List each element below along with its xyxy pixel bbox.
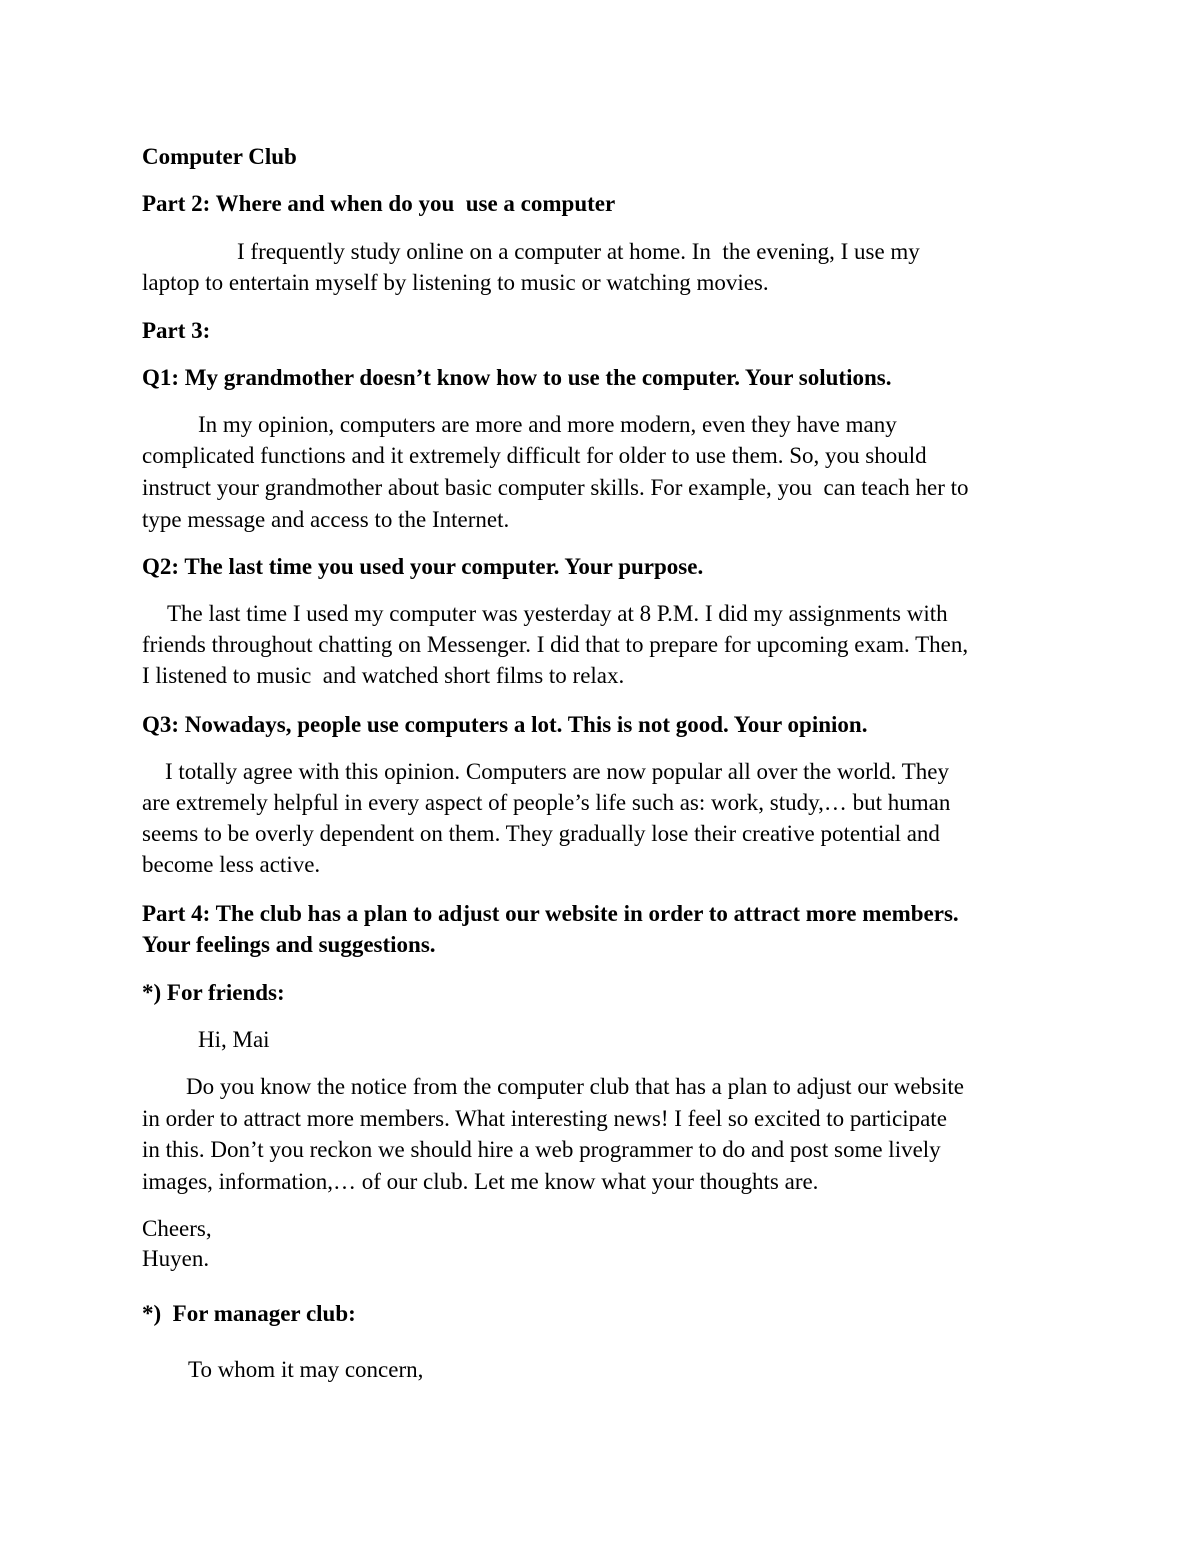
q3-heading: Q3: Nowadays, people use computers a lot. This is not good. Your opinion. — [142, 712, 868, 737]
part3-heading: Part 3: — [142, 318, 211, 343]
q1-answer-line: complicated functions and it extremely difficult for older to use them. So, you should — [142, 443, 927, 468]
friends-letter-line: Do you know the notice from the computer club that has a plan to adjust our website — [186, 1074, 964, 1099]
friends-closing: Cheers, — [142, 1216, 212, 1241]
part2-answer-line: I frequently study online on a computer at home. In the evening, I use my — [237, 239, 920, 264]
manager-heading: *) For manager club: — [142, 1301, 356, 1326]
q2-answer-line: I listened to music and watched short films to relax. — [142, 663, 625, 688]
q1-answer-line: instruct your grandmother about basic computer skills. For example, you can teach her to — [142, 475, 969, 500]
friends-signature: Huyen. — [142, 1246, 210, 1271]
friends-letter-line: in this. Don’t you reckon we should hire a web programmer to do and post some lively — [142, 1137, 941, 1162]
document-title: Computer Club — [142, 144, 297, 169]
manager-greeting: To whom it may concern, — [188, 1357, 424, 1382]
q2-heading: Q2: The last time you used your computer. Your purpose. — [142, 554, 704, 579]
q2-answer-line: friends throughout chatting on Messenger. I did that to prepare for upcoming exam. Then, — [142, 632, 969, 657]
q3-answer-line: are extremely helpful in every aspect of people’s life such as: work, study,… but human — [142, 790, 951, 815]
part2-heading: Part 2: Where and when do you use a computer — [142, 191, 616, 216]
friends-heading: *) For friends: — [142, 980, 285, 1005]
q1-answer-line: In my opinion, computers are more and more modern, even they have many — [198, 412, 897, 437]
q3-answer-line: seems to be overly dependent on them. They gradually lose their creative potential and — [142, 821, 940, 846]
part4-heading-line: Your feelings and suggestions. — [142, 932, 436, 957]
q1-answer-line: type message and access to the Internet. — [142, 507, 510, 532]
friends-greeting: Hi, Mai — [198, 1027, 270, 1052]
part4-heading-line: Part 4: The club has a plan to adjust our website in order to attract more members. — [142, 901, 959, 926]
q3-answer-line: become less active. — [142, 852, 321, 877]
q2-answer-line: The last time I used my computer was yesterday at 8 P.M. I did my assignments with — [167, 601, 948, 626]
friends-letter-line: in order to attract more members. What interesting news! I feel so excited to participate — [142, 1106, 947, 1131]
friends-letter-line: images, information,… of our club. Let me know what your thoughts are. — [142, 1169, 819, 1194]
q1-heading: Q1: My grandmother doesn’t know how to use the computer. Your solutions. — [142, 365, 892, 390]
part2-answer-line: laptop to entertain myself by listening to music or watching movies. — [142, 270, 769, 295]
q3-answer-line: I totally agree with this opinion. Computers are now popular all over the world. They — [165, 759, 949, 784]
